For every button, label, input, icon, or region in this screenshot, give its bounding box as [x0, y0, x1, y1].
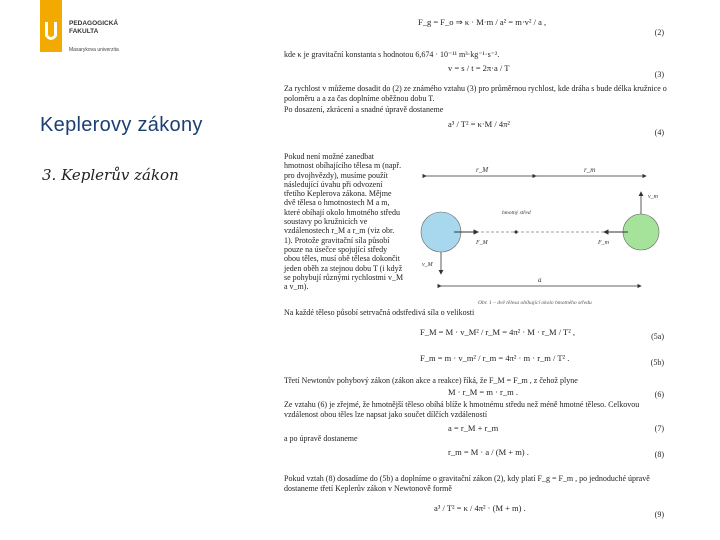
logo-subtitle: Masarykova univerzita — [69, 47, 119, 53]
logo-mark — [40, 0, 62, 52]
label-rM: r_M — [476, 166, 489, 174]
two-body-figure — [416, 158, 666, 308]
label-vm: v_m — [648, 194, 658, 200]
paragraph-velocity: Za rychlost v můžeme dosadit do (2) ze známého vztahu (3) pro průměrnou rychlost, kde dráha s bude délka kružnice o poloměru a a za čas doplníme oběžnou dobu T. — [284, 84, 667, 103]
equation-number-2: (2) — [654, 28, 664, 37]
slide-subtitle: 3. Keplerův zákon — [42, 166, 179, 184]
label-a: a — [538, 276, 542, 284]
equation-2: F_g = F_o ⇒ κ · M·m / a² = m·v² / a , — [418, 17, 547, 27]
equation-number-7: (7) — [654, 424, 664, 433]
center-of-mass-dot — [514, 230, 517, 233]
equation-number-9: (9) — [654, 510, 664, 519]
paragraph-binary-stars: Pokud není možné zanedbat hmotnost obíhajícího tělesa m (např. pro dvojhvězdy), musíme použít následující úvahu při odvození třetího Keplerova zákona. Mějme dvě tělesa o hmotnostech M a m, které obíhají okolo hmotného středu soustavy po kružnicích ve vzdálenostech r_M a r_m (viz obr. 1). Protože gravitační síla působí pouze na úsečce spojující středy obou těles, musí obě tělesa dokončit jeden oběh za stejnou dobu T (i když se pohybují různými rychlostmi v_M a v_m). — [284, 152, 404, 292]
label-vM: v_M — [422, 262, 433, 268]
equation-7: a = r_M + r_m — [448, 423, 499, 433]
equation-5b: F_m = m · v_m² / r_m = 4π² · m · r_m / T² . — [420, 353, 570, 363]
paragraph-final: Pokud vztah (8) dosadíme do (5b) a doplníme o gravitační zákon (2), kdy platí F_g = F_m , po jednoduché úpravě dostaneme třetí Keplerův zákon v Newtonově formě — [284, 474, 650, 493]
paragraph-newton-third: Třetí Newtonův pohybový zákon (zákon akce a reakce) říká, že F_M = F_m , z čehož plyne — [284, 376, 578, 385]
paragraph-substitution: Po dosazení, zkrácení a snadné úpravě dostaneme — [284, 105, 444, 114]
kappa-text: kde κ je gravitační konstanta s hodnotou 6,674 · 10⁻¹¹ m³·kg⁻¹·s⁻². — [284, 50, 500, 59]
label-Fm: F_m — [598, 240, 609, 246]
paragraph-distance: Ze vztahu (6) je zřejmé, že hmotnější těleso obíhá blíže k hmotnému středu než méně hmotné těleso. Celkovou vzdálenost obou těles lze napsat jako součet dílčích vzdáleností — [284, 400, 640, 419]
faculty-logo — [40, 0, 180, 60]
equation-5a: F_M = M · v_M² / r_M = 4π² · M · r_M / T² , — [420, 327, 576, 337]
paragraph-centrifugal: Na každé těleso působí setrvačná odstředivá síla o velikosti — [284, 308, 475, 317]
equation-number-4: (4) — [654, 128, 664, 137]
logo-line1: PEDAGOGICKÁ — [69, 20, 119, 27]
equation-number-8: (8) — [654, 450, 664, 459]
equation-9: a³ / T² = κ / 4π² · (M + m) . — [434, 503, 526, 513]
equation-number-5b: (5b) — [650, 358, 664, 367]
equation-number-3: (3) — [654, 70, 664, 79]
equation-number-6: (6) — [654, 390, 664, 399]
equation-3: v = s / t = 2π·a / T — [448, 63, 510, 73]
label-FM: F_M — [476, 240, 488, 246]
label-rm: r_m — [584, 166, 596, 174]
scanned-document — [270, 18, 670, 530]
label-center: hmotný střed — [502, 210, 531, 216]
equation-8: r_m = M · a / (M + m) . — [448, 447, 529, 457]
equation-number-5a: (5a) — [651, 332, 664, 341]
slide-title: Keplerovy zákony — [40, 114, 203, 136]
paragraph-rearrange: a po úpravě dostaneme — [284, 434, 358, 443]
logo-line2: FAKULTA — [69, 28, 99, 35]
logo-text — [69, 20, 118, 36]
equation-4: a³ / T² = κ·M / 4π² — [448, 119, 510, 129]
university-crest-icon — [43, 22, 59, 44]
body-m — [623, 214, 659, 250]
figure-caption: Obr. 1 – dvě tělesa obíhající okolo hmotného středu — [478, 300, 592, 306]
equation-6: M · r_M = m · r_m . — [448, 387, 518, 397]
